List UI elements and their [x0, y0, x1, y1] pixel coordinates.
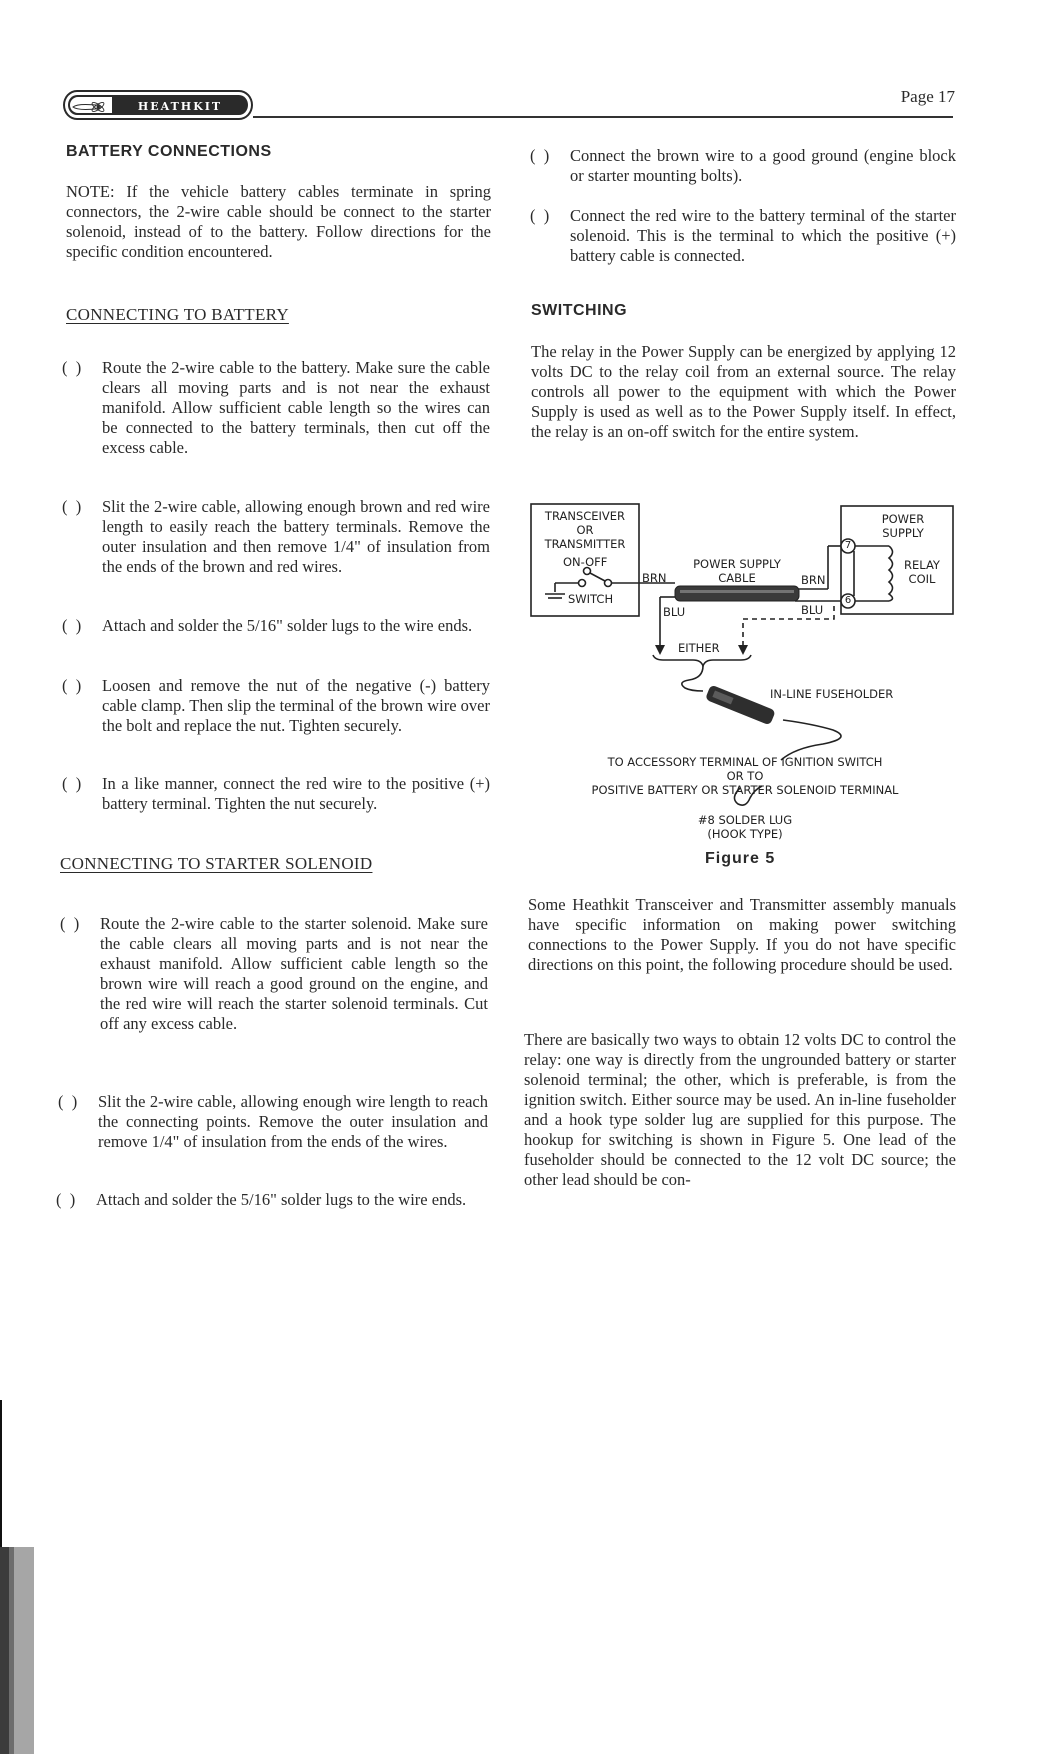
- section-title-switching: SWITCHING: [531, 302, 628, 319]
- scan-edge-bar: [0, 1547, 9, 1754]
- label-solder-lug: #8 SOLDER LUG (HOOK TYPE): [697, 813, 793, 841]
- label-blu-right: BLU: [801, 603, 824, 617]
- step-text: Slit the 2-wire cable, allowing enough wire length to reach the connecting points. Remove the outer insulation and remove 1/4" of insulation from the ends of the wires.: [98, 1092, 488, 1151]
- terminal-6: 6: [844, 595, 852, 606]
- checkbox[interactable]: ( ): [58, 1092, 78, 1111]
- scan-edge-bar: [14, 1547, 34, 1754]
- atom-emblem-icon: [70, 97, 112, 113]
- step-text: Connect the red wire to the battery terminal of the starter solenoid. This is the terminal to which the positive (+) battery cable is connected.: [570, 206, 956, 265]
- step-text: Slit the 2-wire cable, allowing enough brown and red wire length to easily reach the battery terminals. Remove the outer insulation and then remove 1/4" of insulation from the ends of the brown and red wires.: [102, 497, 490, 576]
- step-text: Route the 2-wire cable to the starter solenoid. Make sure the cable clears all moving parts and is not near the exhaust manifold. Allow sufficient cable length so the brown wire will reach a good ground on the engine, and the red wire will reach the starter solenoid terminals. Cut off any excess cable.: [100, 914, 488, 1033]
- label-on-off: ON-OFF: [563, 555, 608, 569]
- checkbox[interactable]: ( ): [56, 1190, 76, 1209]
- section-title-battery-connections: BATTERY CONNECTIONS: [66, 143, 272, 160]
- checkbox[interactable]: ( ): [530, 146, 550, 165]
- figure-5-wiring-diagram: [525, 495, 965, 875]
- label-relay-coil: RELAY COIL: [904, 558, 940, 586]
- step-text: In a like manner, connect the red wire to the positive (+) battery terminal. Tighten the nut securely.: [102, 774, 490, 813]
- page-number: Page 17: [900, 87, 955, 106]
- step-text: Attach and solder the 5/16" solder lugs to the wire ends.: [102, 616, 473, 635]
- checkbox[interactable]: ( ): [62, 676, 82, 695]
- checkbox[interactable]: ( ): [62, 358, 82, 377]
- brand-name: HEATHKIT: [137, 100, 223, 113]
- two-ways-paragraph: There are basically two ways to obtain 12 volts DC to control the relay: one way is directly from the ungrounded battery or starter solenoid terminal; the other, which is preferable, is from the ignition switch. Either source may be used. An in-line fuseholder and a hook type solder lug are supplied for this purpose. The hookup for switching is shown in Figure 5. One lead of the fuseholder should be connected to the 12 volt DC source; the other lead should be con-: [524, 1030, 956, 1189]
- label-destination: TO ACCESSORY TERMINAL OF IGNITION SWITCH OR TO POSITIVE BATTERY OR STARTER SOLENOID TERMINAL: [591, 755, 899, 797]
- label-blu-left: BLU: [663, 605, 686, 619]
- label-in-line-fuseholder: IN-LINE FUSEHOLDER: [770, 687, 894, 701]
- label-transceiver: TRANSCEIVER OR TRANSMITTER: [544, 509, 626, 551]
- step-text: Route the 2-wire cable to the battery. Make sure the cable clears all moving parts and is not near the exhaust manifold. Allow sufficient cable length so the wires can be connected to the battery terminals, then cut off the excess cable.: [102, 358, 490, 457]
- figure-caption: Figure 5: [705, 850, 776, 867]
- checkbox[interactable]: ( ): [62, 497, 82, 516]
- label-switch: SWITCH: [568, 592, 614, 606]
- switching-intro-paragraph: The relay in the Power Supply can be energized by applying 12 volts DC to the relay coil from an external source. The relay controls all power to the equipment with which the Power Supply is used as well as to the Power Supply itself. In effect, the relay is an on-off switch for the entire system.: [531, 342, 956, 441]
- step-text: Loosen and remove the nut of the negative (-) battery cable clamp. Then slip the terminal of the brown wire over the bolt and replace the nut. Tighten securely.: [102, 676, 490, 735]
- checkbox[interactable]: ( ): [60, 914, 80, 933]
- label-brn-right: BRN: [801, 573, 826, 587]
- header-rule: [253, 116, 953, 118]
- step-text: Attach and solder the 5/16" solder lugs to the wire ends.: [96, 1190, 467, 1209]
- note-paragraph: NOTE: If the vehicle battery cables terminate in spring connectors, the 2-wire cable should be connect to the starter solenoid, instead of to the battery. Follow directions for the specific condition encountered.: [66, 182, 491, 261]
- checkbox[interactable]: ( ): [530, 206, 550, 225]
- step-text: Connect the brown wire to a good ground (engine block or starter mounting bolts).: [570, 146, 956, 185]
- heathkit-logo: [63, 90, 253, 120]
- scan-edge-line: [0, 1400, 2, 1550]
- label-brn-left: BRN: [642, 571, 667, 585]
- manual-info-paragraph: Some Heathkit Transceiver and Transmitter assembly manuals have specific information on making power switching connections to the Power Supply. If you do not have specific directions on this point, the following procedure should be used.: [528, 895, 956, 974]
- subsection-title-connecting-to-battery: CONNECTING TO BATTERY: [66, 305, 289, 324]
- subsection-title-connecting-to-starter-solenoid: CONNECTING TO STARTER SOLENOID: [60, 854, 373, 873]
- terminal-7: 7: [844, 540, 852, 551]
- label-either: EITHER: [678, 641, 720, 655]
- checkbox[interactable]: ( ): [62, 616, 82, 635]
- checkbox[interactable]: ( ): [62, 774, 82, 793]
- label-power-supply-cable: POWER SUPPLY CABLE: [693, 557, 781, 585]
- label-power-supply: POWER SUPPLY: [881, 512, 925, 540]
